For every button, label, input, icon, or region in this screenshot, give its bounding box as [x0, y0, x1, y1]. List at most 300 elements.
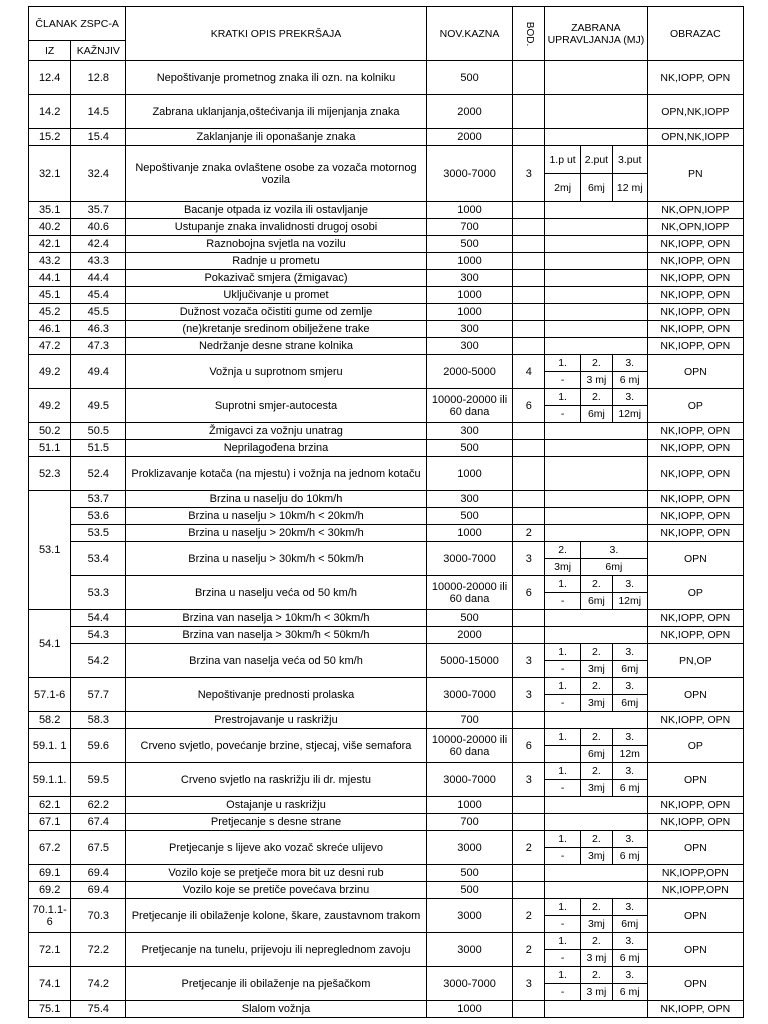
cell-zabrana-months: 6mj [581, 174, 613, 202]
cell-obrazac: OPN [647, 967, 743, 1001]
cell-opis: Dužnost vozača očistiti gume od zemlje [126, 304, 426, 321]
cell-kaznjiv: 75.4 [71, 1001, 126, 1018]
cell-bod [513, 457, 545, 491]
table-row [29, 865, 744, 882]
cell-zabrana-empty [545, 865, 648, 882]
header-zabrana: ZABRANA UPRAVLJANJA (MJ) [545, 7, 648, 61]
cell-zabrana-step: 2. [581, 355, 613, 372]
cell-bod [513, 61, 545, 95]
cell-bod: 3 [513, 644, 545, 678]
table-row [29, 338, 744, 355]
cell-iz: 52.3 [29, 457, 71, 491]
cell-opis: Brzina u naselju veća od 50 km/h [126, 576, 426, 610]
cell-obrazac: NK,IOPP, OPN [647, 321, 743, 338]
cell-opis: Pretjecanje na tunelu, prijevoju ili nepreglednom zavoju [126, 933, 426, 967]
cell-opis: Nepoštivanje prometnog znaka ili ozn. na kolniku [126, 61, 426, 95]
header-bod-text: BOD. [523, 21, 535, 47]
penalty-table [28, 6, 744, 1018]
cell-zabrana-empty [545, 304, 648, 321]
cell-iz: 72.1 [29, 933, 71, 967]
cell-iz: 67.1 [29, 814, 71, 831]
cell-opis: Zaklanjanje ili oponašanje znaka [126, 129, 426, 146]
cell-zabrana-months: 6mj [581, 746, 613, 763]
cell-zabrana-months: 6 mj [612, 372, 647, 389]
cell-kaznjiv: 44.4 [71, 270, 126, 287]
cell-zabrana-months: - [545, 984, 581, 1001]
cell-zabrana-step: 2. [581, 729, 613, 746]
cell-opis: Suprotni smjer-autocesta [126, 389, 426, 423]
cell-zabrana-step: 2. [581, 678, 613, 695]
cell-opis: Vozilo koje se pretječe mora bit uz desni rub [126, 865, 426, 882]
cell-bod: 2 [513, 933, 545, 967]
cell-zabrana-months: - [545, 372, 581, 389]
table-row [29, 146, 744, 174]
table-row [29, 729, 744, 746]
cell-obrazac: NK,IOPP, OPN [647, 814, 743, 831]
cell-opis: (ne)kretanje sredinom obilježene trake [126, 321, 426, 338]
cell-zabrana-step: 3. [612, 899, 647, 916]
cell-zabrana-empty [545, 321, 648, 338]
table-row [29, 321, 744, 338]
cell-iz: 70.1.1-6 [29, 899, 71, 933]
cell-zabrana-step: 3. [612, 933, 647, 950]
table-row [29, 797, 744, 814]
table-row [29, 644, 744, 661]
cell-kaznjiv: 57.7 [71, 678, 126, 712]
cell-iz: 59.1. 1 [29, 729, 71, 763]
cell-zabrana-step: 3. [612, 355, 647, 372]
table-row [29, 1001, 744, 1018]
cell-kazna: 700 [426, 814, 513, 831]
cell-zabrana-step: 1. [545, 644, 581, 661]
table-row [29, 627, 744, 644]
cell-obrazac: NK,IOPP, OPN [647, 610, 743, 627]
cell-zabrana-step: 3. [612, 576, 647, 593]
cell-iz: 47.2 [29, 338, 71, 355]
table-row [29, 129, 744, 146]
table-row [29, 440, 744, 457]
cell-opis: Pokazivač smjera (žmigavac) [126, 270, 426, 287]
header-iz: IZ [29, 41, 71, 61]
table-row [29, 304, 744, 321]
header-kaznjiv: KAŽNJIV [71, 41, 126, 61]
cell-opis: Zabrana uklanjanja,oštećivanja ili mijenjanja znaka [126, 95, 426, 129]
cell-kaznjiv: 32.4 [71, 146, 126, 202]
cell-kazna: 300 [426, 338, 513, 355]
cell-kaznjiv: 49.5 [71, 389, 126, 423]
cell-opis: Slalom vožnja [126, 1001, 426, 1018]
cell-bod [513, 1001, 545, 1018]
cell-zabrana-empty [545, 491, 648, 508]
cell-kazna: 300 [426, 270, 513, 287]
cell-iz: 32.1 [29, 146, 71, 202]
cell-obrazac: OPN [647, 763, 743, 797]
cell-opis: Neprilagođena brzina [126, 440, 426, 457]
cell-zabrana-step: 2. [581, 899, 613, 916]
cell-bod [513, 253, 545, 270]
cell-zabrana-months: 12mj [612, 593, 647, 610]
table-row [29, 814, 744, 831]
cell-bod [513, 338, 545, 355]
cell-bod: 2 [513, 831, 545, 865]
cell-zabrana-empty [545, 525, 648, 542]
cell-kazna: 5000-15000 [426, 644, 513, 678]
cell-opis: Crveno svjetlo, povećanje brzine, stjecaj, više semafora [126, 729, 426, 763]
cell-iz: 46.1 [29, 321, 71, 338]
cell-kazna: 2000 [426, 95, 513, 129]
cell-opis: Pretjecanje s lijeve ako vozač skreće ulijevo [126, 831, 426, 865]
cell-kazna: 3000-7000 [426, 146, 513, 202]
cell-bod [513, 627, 545, 644]
cell-kazna: 700 [426, 712, 513, 729]
table-row [29, 287, 744, 304]
cell-kazna: 500 [426, 440, 513, 457]
cell-obrazac: NK,IOPP, OPN [647, 508, 743, 525]
cell-bod [513, 508, 545, 525]
cell-zabrana-months: 12 mj [612, 174, 647, 202]
cell-kaznjiv: 14.5 [71, 95, 126, 129]
cell-obrazac: PN [647, 146, 743, 202]
cell-zabrana-months: 12m [612, 746, 647, 763]
cell-iz: 40.2 [29, 219, 71, 236]
cell-bod: 3 [513, 967, 545, 1001]
cell-kaznjiv: 43.3 [71, 253, 126, 270]
table-row [29, 712, 744, 729]
cell-kaznjiv: 53.5 [71, 525, 126, 542]
cell-kaznjiv: 59.5 [71, 763, 126, 797]
cell-iz: 69.1 [29, 865, 71, 882]
cell-kaznjiv: 54.2 [71, 644, 126, 678]
cell-kaznjiv: 67.5 [71, 831, 126, 865]
table-row [29, 423, 744, 440]
cell-zabrana-months: - [545, 848, 581, 865]
cell-bod [513, 882, 545, 899]
cell-kaznjiv: 12.8 [71, 61, 126, 95]
cell-zabrana-empty [545, 1001, 648, 1018]
cell-kazna: 1000 [426, 304, 513, 321]
cell-opis: Žmigavci za vožnju unatrag [126, 423, 426, 440]
header-obrazac: OBRAZAC [647, 7, 743, 61]
cell-zabrana-months: - [545, 950, 581, 967]
cell-opis: Brzina van naselja > 10km/h < 30km/h [126, 610, 426, 627]
cell-opis: Radnje u prometu [126, 253, 426, 270]
cell-opis: Pretjecanje ili obilaženje na pješačkom [126, 967, 426, 1001]
cell-zabrana-step: 3. [612, 644, 647, 661]
cell-bod: 3 [513, 146, 545, 202]
cell-bod [513, 423, 545, 440]
cell-kaznjiv: 58.3 [71, 712, 126, 729]
cell-zabrana-months: 6mj [581, 406, 613, 423]
cell-opis: Pretjecanje ili obilaženje kolone, škare, zaustavnom trakom [126, 899, 426, 933]
table-row [29, 219, 744, 236]
cell-obrazac: OP [647, 576, 743, 610]
cell-zabrana-step: 2. [545, 542, 581, 559]
cell-zabrana-months: 3mj [581, 695, 613, 712]
cell-zabrana-months: 3mj [545, 559, 581, 576]
cell-zabrana-step: 3. [612, 763, 647, 780]
cell-iz: 12.4 [29, 61, 71, 95]
table-row [29, 355, 744, 372]
cell-zabrana-empty [545, 219, 648, 236]
cell-kaznjiv: 67.4 [71, 814, 126, 831]
cell-zabrana-empty [545, 627, 648, 644]
cell-kazna: 500 [426, 236, 513, 253]
cell-iz: 51.1 [29, 440, 71, 457]
cell-iz: 75.1 [29, 1001, 71, 1018]
cell-opis: Vozilo koje se pretiče povećava brzinu [126, 882, 426, 899]
header-kazna: NOV.KAZNA [426, 7, 513, 61]
cell-iz: 49.2 [29, 355, 71, 389]
cell-obrazac: NK,IOPP, OPN [647, 304, 743, 321]
header-bod [513, 7, 545, 61]
cell-iz: 67.2 [29, 831, 71, 865]
cell-zabrana-step: 3.put [612, 146, 647, 174]
cell-kazna: 3000 [426, 831, 513, 865]
header-clanak: ČLANAK ZSPC-A [29, 7, 126, 41]
cell-zabrana-months: 2mj [545, 174, 581, 202]
cell-kaznjiv: 72.2 [71, 933, 126, 967]
cell-obrazac: NK,OPN,IOPP [647, 219, 743, 236]
cell-bod [513, 287, 545, 304]
cell-kazna: 300 [426, 423, 513, 440]
cell-zabrana-empty [545, 814, 648, 831]
cell-iz: 44.1 [29, 270, 71, 287]
table-row [29, 967, 744, 984]
cell-opis: Ustupanje znaka invalidnosti drugoj osobi [126, 219, 426, 236]
cell-zabrana-step: 1. [545, 389, 581, 406]
cell-kazna: 300 [426, 491, 513, 508]
cell-kazna: 2000 [426, 129, 513, 146]
cell-kaznjiv: 53.6 [71, 508, 126, 525]
cell-obrazac: NK,IOPP, OPN [647, 491, 743, 508]
cell-obrazac: NK,IOPP, OPN [647, 627, 743, 644]
cell-opis: Brzina u naselju > 20km/h < 30km/h [126, 525, 426, 542]
cell-kaznjiv: 35.7 [71, 202, 126, 219]
cell-iz: 45.1 [29, 287, 71, 304]
cell-zabrana-step: 1. [545, 933, 581, 950]
cell-opis: Prestrojavanje u raskrižju [126, 712, 426, 729]
cell-zabrana-months: 6 mj [612, 984, 647, 1001]
cell-kazna: 1000 [426, 525, 513, 542]
cell-obrazac: NK,IOPP, OPN [647, 61, 743, 95]
cell-zabrana-months: 6 mj [612, 780, 647, 797]
cell-zabrana-months: 3 mj [581, 372, 613, 389]
cell-kazna: 500 [426, 882, 513, 899]
cell-kazna: 1000 [426, 253, 513, 270]
cell-zabrana-step: 1. [545, 967, 581, 984]
cell-obrazac: OPN [647, 355, 743, 389]
table-row [29, 95, 744, 129]
cell-kazna: 500 [426, 61, 513, 95]
cell-opis: Brzina u naselju do 10km/h [126, 491, 426, 508]
cell-obrazac: NK,IOPP, OPN [647, 440, 743, 457]
cell-zabrana-empty [545, 202, 648, 219]
cell-bod [513, 219, 545, 236]
cell-kaznjiv: 54.4 [71, 610, 126, 627]
table-row [29, 457, 744, 491]
cell-zabrana-months: 6mj [612, 916, 647, 933]
table-row [29, 491, 744, 508]
cell-bod [513, 270, 545, 287]
cell-kaznjiv: 52.4 [71, 457, 126, 491]
cell-obrazac: NK,IOPP, OPN [647, 712, 743, 729]
cell-kazna: 3000 [426, 933, 513, 967]
cell-bod [513, 814, 545, 831]
table-row [29, 236, 744, 253]
cell-opis: Pretjecanje s desne strane [126, 814, 426, 831]
header-opis: KRATKI OPIS PREKRŠAJA [126, 7, 426, 61]
cell-obrazac: NK,IOPP, OPN [647, 253, 743, 270]
cell-zabrana-step: 3. [612, 389, 647, 406]
cell-opis: Brzina van naselja > 30km/h < 50km/h [126, 627, 426, 644]
cell-iz: 15.2 [29, 129, 71, 146]
cell-zabrana-empty [545, 712, 648, 729]
cell-zabrana-months: 12mj [612, 406, 647, 423]
cell-obrazac: OPN [647, 678, 743, 712]
cell-obrazac: NK,IOPP,OPN [647, 882, 743, 899]
cell-iz: 35.1 [29, 202, 71, 219]
cell-zabrana-step: 1. [545, 899, 581, 916]
cell-zabrana-step: 2. [581, 763, 613, 780]
cell-bod [513, 491, 545, 508]
cell-obrazac: NK,IOPP, OPN [647, 270, 743, 287]
cell-obrazac: OPN,NK,IOPP [647, 129, 743, 146]
cell-kaznjiv: 45.4 [71, 287, 126, 304]
cell-iz: 53.1 [29, 491, 71, 610]
cell-zabrana-step: 2.put [581, 146, 613, 174]
cell-zabrana-step: 2. [581, 967, 613, 984]
cell-iz: 54.1 [29, 610, 71, 678]
cell-zabrana-step: 3. [612, 831, 647, 848]
cell-zabrana-months: - [545, 593, 581, 610]
cell-opis: Brzina u naselju > 10km/h < 20km/h [126, 508, 426, 525]
table-row [29, 253, 744, 270]
cell-kazna: 500 [426, 610, 513, 627]
table-row [29, 389, 744, 406]
cell-bod: 6 [513, 729, 545, 763]
cell-iz: 62.1 [29, 797, 71, 814]
cell-bod [513, 321, 545, 338]
cell-obrazac: NK,IOPP, OPN [647, 797, 743, 814]
cell-zabrana-months: 3mj [581, 661, 613, 678]
cell-kazna: 1000 [426, 202, 513, 219]
cell-kazna: 1000 [426, 457, 513, 491]
cell-opis: Crveno svjetlo na raskrižju ili dr. mjestu [126, 763, 426, 797]
cell-zabrana-step: 1. [545, 355, 581, 372]
table-row [29, 270, 744, 287]
cell-kazna: 10000-20000 ili 60 dana [426, 729, 513, 763]
cell-zabrana-empty [545, 338, 648, 355]
cell-obrazac: OPN [647, 899, 743, 933]
cell-kaznjiv: 46.3 [71, 321, 126, 338]
cell-obrazac: NK,IOPP, OPN [647, 1001, 743, 1018]
cell-zabrana-step: 1. [545, 576, 581, 593]
cell-kaznjiv: 45.5 [71, 304, 126, 321]
cell-zabrana-empty [545, 95, 648, 129]
cell-kazna: 300 [426, 321, 513, 338]
cell-zabrana-empty [545, 236, 648, 253]
cell-bod [513, 202, 545, 219]
cell-bod [513, 712, 545, 729]
cell-zabrana-months: - [545, 406, 581, 423]
table-row [29, 508, 744, 525]
cell-iz: 59.1.1. [29, 763, 71, 797]
cell-obrazac: OPN [647, 542, 743, 576]
cell-obrazac: OP [647, 729, 743, 763]
table-row [29, 831, 744, 848]
table-row [29, 576, 744, 593]
cell-kazna: 3000-7000 [426, 542, 513, 576]
cell-bod: 2 [513, 899, 545, 933]
cell-kazna: 2000-5000 [426, 355, 513, 389]
cell-bod: 3 [513, 542, 545, 576]
table-row [29, 542, 744, 559]
cell-kaznjiv: 53.4 [71, 542, 126, 576]
cell-zabrana-step: 3. [581, 542, 648, 559]
cell-zabrana-months: - [545, 661, 581, 678]
cell-iz: 14.2 [29, 95, 71, 129]
cell-obrazac: NK,IOPP, OPN [647, 423, 743, 440]
cell-iz: 57.1-6 [29, 678, 71, 712]
cell-iz: 50.2 [29, 423, 71, 440]
cell-zabrana-months [545, 746, 581, 763]
cell-kazna: 500 [426, 508, 513, 525]
cell-iz: 58.2 [29, 712, 71, 729]
table-row [29, 882, 744, 899]
cell-zabrana-empty [545, 457, 648, 491]
cell-zabrana-empty [545, 423, 648, 440]
table-row [29, 202, 744, 219]
cell-zabrana-empty [545, 440, 648, 457]
cell-kazna: 1000 [426, 1001, 513, 1018]
cell-zabrana-empty [545, 797, 648, 814]
cell-zabrana-empty [545, 270, 648, 287]
table-row [29, 899, 744, 916]
cell-opis: Bacanje otpada iz vozila ili ostavljanje [126, 202, 426, 219]
cell-kaznjiv: 74.2 [71, 967, 126, 1001]
cell-bod: 3 [513, 763, 545, 797]
cell-iz: 43.2 [29, 253, 71, 270]
document-page [28, 6, 744, 1018]
cell-kazna: 1000 [426, 797, 513, 814]
cell-zabrana-empty [545, 253, 648, 270]
table-row [29, 61, 744, 95]
cell-zabrana-step: 2. [581, 576, 613, 593]
cell-kaznjiv: 59.6 [71, 729, 126, 763]
cell-bod [513, 797, 545, 814]
cell-iz: 42.1 [29, 236, 71, 253]
cell-obrazac: NK,IOPP, OPN [647, 338, 743, 355]
cell-obrazac: NK,IOPP,OPN [647, 865, 743, 882]
cell-zabrana-step: 1.p ut [545, 146, 581, 174]
cell-opis: Brzina van naselja veća od 50 km/h [126, 644, 426, 678]
cell-zabrana-months: - [545, 695, 581, 712]
cell-bod [513, 440, 545, 457]
cell-zabrana-months: 6mj [581, 593, 613, 610]
cell-kaznjiv: 42.4 [71, 236, 126, 253]
cell-opis: Nepoštivanje prednosti prolaska [126, 678, 426, 712]
cell-iz: 69.2 [29, 882, 71, 899]
cell-bod [513, 865, 545, 882]
cell-kazna: 700 [426, 219, 513, 236]
cell-zabrana-months: 3mj [581, 916, 613, 933]
cell-zabrana-months: 6mj [612, 695, 647, 712]
cell-kaznjiv: 47.3 [71, 338, 126, 355]
cell-zabrana-months: 3mj [581, 848, 613, 865]
cell-kaznjiv: 70.3 [71, 899, 126, 933]
cell-bod: 6 [513, 576, 545, 610]
cell-iz: 49.2 [29, 389, 71, 423]
